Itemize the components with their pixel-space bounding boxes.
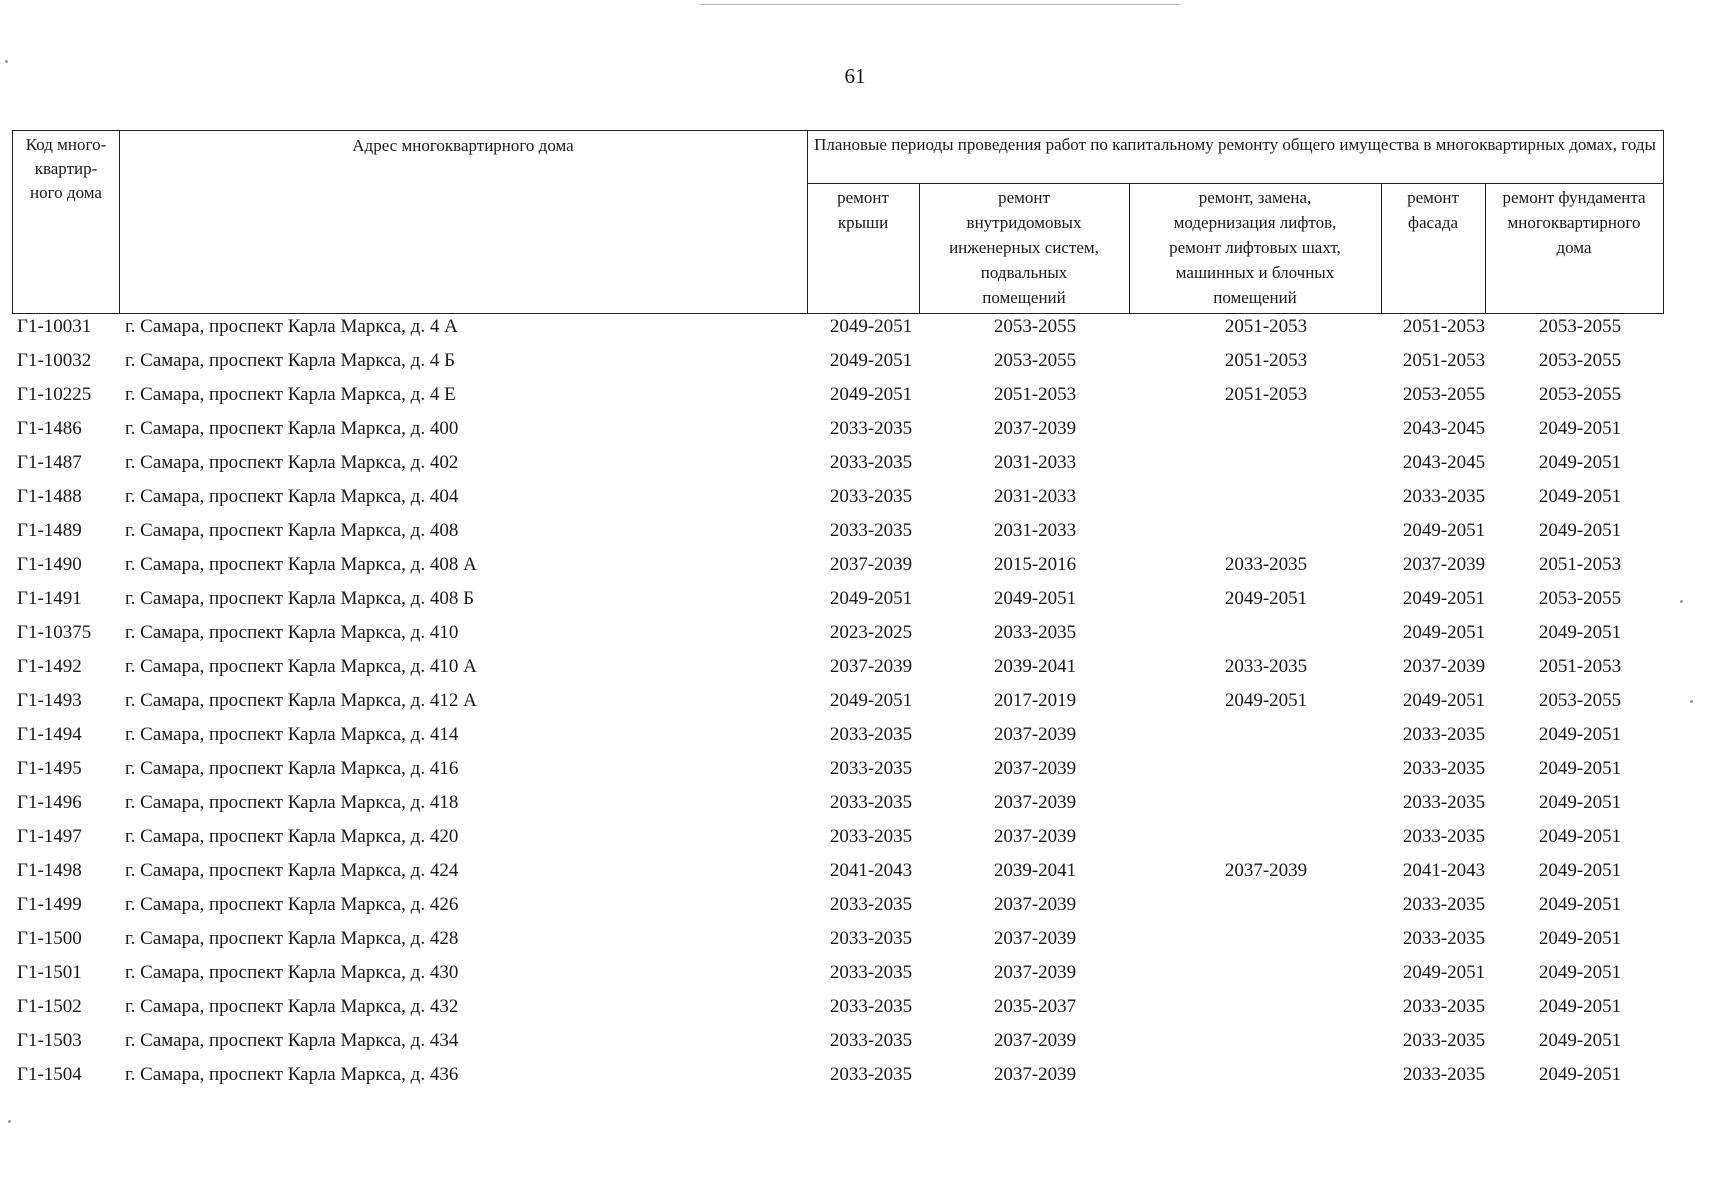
address-cell: г. Самара, проспект Карла Маркса, д. 436: [125, 1064, 459, 1085]
roof-period-cell: 2033-2035: [829, 996, 913, 1017]
building-code-cell: Г1-1503: [17, 1030, 82, 1051]
elevators-period-cell: [1140, 926, 1392, 960]
elevators-period-cell: [1140, 994, 1392, 1028]
elevators-period-cell: 2051-2053: [1224, 384, 1308, 405]
building-code-cell: Г1-1504: [17, 1064, 82, 1085]
facade-period-cell: 2033-2035: [1402, 826, 1486, 847]
header-elevators: ремонт, замена, модернизация лифтов, ремонт лифтовых шахт, машинных и блочных помещений: [1169, 188, 1341, 307]
foundation-period-cell: 2049-2051: [1538, 486, 1622, 507]
foundation-period-cell: 2049-2051: [1538, 860, 1622, 881]
roof-period-cell: 2033-2035: [829, 452, 913, 473]
table-row: [12, 552, 1664, 586]
engineering-period-cell: 2049-2051: [993, 588, 1077, 609]
table-row: [12, 1028, 1664, 1062]
facade-period-cell: 2037-2039: [1402, 656, 1486, 677]
roof-period-cell: 2033-2035: [829, 1030, 913, 1051]
engineering-period-cell: 2037-2039: [993, 418, 1077, 439]
foundation-period-cell: 2049-2051: [1538, 894, 1622, 915]
facade-period-cell: 2049-2051: [1402, 588, 1486, 609]
building-code-cell: Г1-1486: [17, 418, 82, 439]
elevators-period-cell: [1140, 790, 1392, 824]
address-cell: г. Самара, проспект Карла Маркса, д. 414: [125, 724, 459, 745]
elevators-period-cell: 2051-2053: [1224, 350, 1308, 371]
building-code-cell: Г1-10031: [17, 316, 92, 337]
foundation-period-cell: 2049-2051: [1538, 758, 1622, 779]
engineering-period-cell: 2037-2039: [993, 792, 1077, 813]
elevators-period-cell: 2049-2051: [1224, 690, 1308, 711]
foundation-period-cell: 2053-2055: [1538, 384, 1622, 405]
roof-period-cell: 2033-2035: [829, 826, 913, 847]
table-row: [12, 314, 1664, 348]
roof-period-cell: 2033-2035: [829, 418, 913, 439]
building-code-cell: Г1-1496: [17, 792, 82, 813]
elevators-period-cell: [1140, 824, 1392, 858]
address-cell: г. Самара, проспект Карла Маркса, д. 420: [125, 826, 459, 847]
building-code-cell: Г1-1501: [17, 962, 82, 983]
address-cell: г. Самара, проспект Карла Маркса, д. 426: [125, 894, 459, 915]
header-foundation: ремонт фундамента многоквартирного дома: [1502, 188, 1646, 257]
engineering-period-cell: 2053-2055: [993, 350, 1077, 371]
engineering-period-cell: 2039-2041: [993, 860, 1077, 881]
table-row: [12, 722, 1664, 756]
table-row: [12, 654, 1664, 688]
table-row: [12, 688, 1664, 722]
table-row: [12, 790, 1664, 824]
header-code: Код много- квартир- ного дома: [25, 135, 107, 202]
table-row: [12, 416, 1664, 450]
elevators-period-cell: 2049-2051: [1224, 588, 1308, 609]
facade-period-cell: 2041-2043: [1402, 860, 1486, 881]
address-cell: г. Самара, проспект Карла Маркса, д. 424: [125, 860, 459, 881]
elevators-period-cell: [1140, 518, 1392, 552]
scan-edge-line: [700, 4, 1180, 5]
engineering-period-cell: 2033-2035: [993, 622, 1077, 643]
engineering-period-cell: 2039-2041: [993, 656, 1077, 677]
table-row: [12, 382, 1664, 416]
facade-period-cell: 2049-2051: [1402, 520, 1486, 541]
engineering-period-cell: 2037-2039: [993, 758, 1077, 779]
address-cell: г. Самара, проспект Карла Маркса, д. 408 А: [125, 554, 477, 575]
table-row: [12, 824, 1664, 858]
building-code-cell: Г1-1492: [17, 656, 82, 677]
engineering-period-cell: 2037-2039: [993, 826, 1077, 847]
building-code-cell: Г1-1498: [17, 860, 82, 881]
building-code-cell: Г1-1499: [17, 894, 82, 915]
table-row: [12, 858, 1664, 892]
address-cell: г. Самара, проспект Карла Маркса, д. 432: [125, 996, 459, 1017]
engineering-period-cell: 2017-2019: [993, 690, 1077, 711]
address-cell: г. Самара, проспект Карла Маркса, д. 418: [125, 792, 459, 813]
table-row: [12, 926, 1664, 960]
roof-period-cell: 2037-2039: [829, 656, 913, 677]
building-code-cell: Г1-1491: [17, 588, 82, 609]
building-code-cell: Г1-1493: [17, 690, 82, 711]
table-header: [12, 130, 1664, 314]
roof-period-cell: 2033-2035: [829, 1064, 913, 1085]
foundation-period-cell: 2049-2051: [1538, 1064, 1622, 1085]
roof-period-cell: 2033-2035: [829, 758, 913, 779]
building-code-cell: Г1-1495: [17, 758, 82, 779]
roof-period-cell: 2049-2051: [829, 588, 913, 609]
address-cell: г. Самара, проспект Карла Маркса, д. 416: [125, 758, 459, 779]
foundation-period-cell: 2053-2055: [1538, 588, 1622, 609]
table-row: [12, 892, 1664, 926]
facade-period-cell: 2049-2051: [1402, 690, 1486, 711]
facade-period-cell: 2049-2051: [1402, 622, 1486, 643]
facade-period-cell: 2043-2045: [1402, 418, 1486, 439]
table-row: [12, 1062, 1664, 1096]
header-facade: ремонт фасада: [1407, 188, 1459, 232]
facade-period-cell: 2053-2055: [1402, 384, 1486, 405]
roof-period-cell: 2023-2025: [829, 622, 913, 643]
scan-speck: [1680, 600, 1683, 603]
building-code-cell: Г1-1502: [17, 996, 82, 1017]
engineering-period-cell: 2051-2053: [993, 384, 1077, 405]
page-number: 61: [844, 64, 866, 88]
building-code-cell: Г1-1488: [17, 486, 82, 507]
building-code-cell: Г1-10225: [17, 384, 92, 405]
foundation-period-cell: 2051-2053: [1538, 554, 1622, 575]
scan-speck: [5, 60, 8, 63]
facade-period-cell: 2033-2035: [1402, 758, 1486, 779]
engineering-period-cell: 2015-2016: [993, 554, 1077, 575]
address-cell: г. Самара, проспект Карла Маркса, д. 4 Б: [125, 350, 456, 371]
elevators-period-cell: [1140, 484, 1392, 518]
address-cell: г. Самара, проспект Карла Маркса, д. 402: [125, 452, 459, 473]
elevators-period-cell: 2033-2035: [1224, 656, 1308, 677]
foundation-period-cell: 2049-2051: [1538, 996, 1622, 1017]
roof-period-cell: 2049-2051: [829, 350, 913, 371]
building-code-cell: Г1-1494: [17, 724, 82, 745]
header-periods-group: Плановые периоды проведения работ по капитальному ремонту общего имущества в многоквартирных домах, годы: [814, 135, 1656, 154]
header-engineering: ремонт внутридомовых инженерных систем, подвальных помещений: [949, 188, 1099, 307]
building-code-cell: Г1-1500: [17, 928, 82, 949]
roof-period-cell: 2033-2035: [829, 486, 913, 507]
roof-period-cell: 2037-2039: [829, 554, 913, 575]
facade-period-cell: 2043-2045: [1402, 452, 1486, 473]
address-cell: г. Самара, проспект Карла Маркса, д. 4 Е: [125, 384, 456, 405]
table-row: [12, 620, 1664, 654]
table-body: [12, 314, 1664, 1096]
elevators-period-cell: 2033-2035: [1224, 554, 1308, 575]
foundation-period-cell: 2049-2051: [1538, 1030, 1622, 1051]
facade-period-cell: 2033-2035: [1402, 1064, 1486, 1085]
roof-period-cell: 2049-2051: [829, 316, 913, 337]
address-cell: г. Самара, проспект Карла Маркса, д. 404: [125, 486, 459, 507]
building-code-cell: Г1-1489: [17, 520, 82, 541]
foundation-period-cell: 2053-2055: [1538, 690, 1622, 711]
roof-period-cell: 2033-2035: [829, 928, 913, 949]
facade-period-cell: 2049-2051: [1402, 962, 1486, 983]
facade-period-cell: 2037-2039: [1402, 554, 1486, 575]
roof-period-cell: 2041-2043: [829, 860, 913, 881]
address-cell: г. Самара, проспект Карла Маркса, д. 408 Б: [125, 588, 475, 609]
address-cell: г. Самара, проспект Карла Маркса, д. 4 А: [125, 316, 458, 337]
facade-period-cell: 2033-2035: [1402, 724, 1486, 745]
facade-period-cell: 2051-2053: [1402, 350, 1486, 371]
foundation-period-cell: 2051-2053: [1538, 656, 1622, 677]
table-row: [12, 586, 1664, 620]
foundation-period-cell: 2049-2051: [1538, 928, 1622, 949]
foundation-period-cell: 2049-2051: [1538, 724, 1622, 745]
building-code-cell: Г1-1490: [17, 554, 82, 575]
table-row: [12, 450, 1664, 484]
roof-period-cell: 2033-2035: [829, 792, 913, 813]
address-cell: г. Самара, проспект Карла Маркса, д. 434: [125, 1030, 459, 1051]
roof-period-cell: 2049-2051: [829, 384, 913, 405]
address-cell: г. Самара, проспект Карла Маркса, д. 410 А: [125, 656, 477, 677]
elevators-period-cell: [1140, 722, 1392, 756]
engineering-period-cell: 2037-2039: [993, 962, 1077, 983]
elevators-period-cell: [1140, 620, 1392, 654]
engineering-period-cell: 2037-2039: [993, 1030, 1077, 1051]
elevators-period-cell: [1140, 450, 1392, 484]
elevators-period-cell: [1140, 1062, 1392, 1096]
foundation-period-cell: 2049-2051: [1538, 792, 1622, 813]
address-cell: г. Самара, проспект Карла Маркса, д. 412 А: [125, 690, 477, 711]
engineering-period-cell: 2053-2055: [993, 316, 1077, 337]
table-row: [12, 960, 1664, 994]
facade-period-cell: 2033-2035: [1402, 486, 1486, 507]
table-row: [12, 484, 1664, 518]
foundation-period-cell: 2053-2055: [1538, 316, 1622, 337]
elevators-period-cell: [1140, 756, 1392, 790]
facade-period-cell: 2033-2035: [1402, 928, 1486, 949]
roof-period-cell: 2033-2035: [829, 520, 913, 541]
table-row: [12, 518, 1664, 552]
engineering-period-cell: 2035-2037: [993, 996, 1077, 1017]
elevators-period-cell: [1140, 892, 1392, 926]
engineering-period-cell: 2037-2039: [993, 928, 1077, 949]
address-cell: г. Самара, проспект Карла Маркса, д. 408: [125, 520, 459, 541]
scan-speck: [8, 1120, 11, 1123]
facade-period-cell: 2033-2035: [1402, 894, 1486, 915]
foundation-period-cell: 2049-2051: [1538, 520, 1622, 541]
building-code-cell: Г1-1497: [17, 826, 82, 847]
foundation-period-cell: 2049-2051: [1538, 452, 1622, 473]
table-row: [12, 756, 1664, 790]
foundation-period-cell: 2049-2051: [1538, 962, 1622, 983]
table-row: [12, 994, 1664, 1028]
elevators-period-cell: 2051-2053: [1224, 316, 1308, 337]
header-roof: ремонт крыши: [837, 188, 889, 232]
engineering-period-cell: 2031-2033: [993, 520, 1077, 541]
foundation-period-cell: 2053-2055: [1538, 350, 1622, 371]
engineering-period-cell: 2031-2033: [993, 452, 1077, 473]
engineering-period-cell: 2037-2039: [993, 1064, 1077, 1085]
facade-period-cell: 2033-2035: [1402, 996, 1486, 1017]
table-row: [12, 348, 1664, 382]
facade-period-cell: 2033-2035: [1402, 1030, 1486, 1051]
engineering-period-cell: 2037-2039: [993, 724, 1077, 745]
roof-period-cell: 2033-2035: [829, 894, 913, 915]
roof-period-cell: 2049-2051: [829, 690, 913, 711]
facade-period-cell: 2033-2035: [1402, 792, 1486, 813]
foundation-period-cell: 2049-2051: [1538, 826, 1622, 847]
elevators-period-cell: 2037-2039: [1224, 860, 1308, 881]
foundation-period-cell: 2049-2051: [1538, 622, 1622, 643]
building-code-cell: Г1-1487: [17, 452, 82, 473]
header-divider: [119, 131, 120, 313]
facade-period-cell: 2051-2053: [1402, 316, 1486, 337]
engineering-period-cell: 2037-2039: [993, 894, 1077, 915]
building-code-cell: Г1-10375: [17, 622, 92, 643]
foundation-period-cell: 2049-2051: [1538, 418, 1622, 439]
roof-period-cell: 2033-2035: [829, 962, 913, 983]
address-cell: г. Самара, проспект Карла Маркса, д. 400: [125, 418, 459, 439]
elevators-period-cell: [1140, 1028, 1392, 1062]
elevators-period-cell: [1140, 416, 1392, 450]
roof-period-cell: 2033-2035: [829, 724, 913, 745]
elevators-period-cell: [1140, 960, 1392, 994]
address-cell: г. Самара, проспект Карла Маркса, д. 430: [125, 962, 459, 983]
address-cell: г. Самара, проспект Карла Маркса, д. 410: [125, 622, 459, 643]
header-divider: [807, 183, 1663, 184]
engineering-period-cell: 2031-2033: [993, 486, 1077, 507]
building-code-cell: Г1-10032: [17, 350, 92, 371]
header-address: Адрес многоквартирного дома: [352, 136, 574, 155]
scan-speck: [1690, 700, 1693, 703]
address-cell: г. Самара, проспект Карла Маркса, д. 428: [125, 928, 459, 949]
